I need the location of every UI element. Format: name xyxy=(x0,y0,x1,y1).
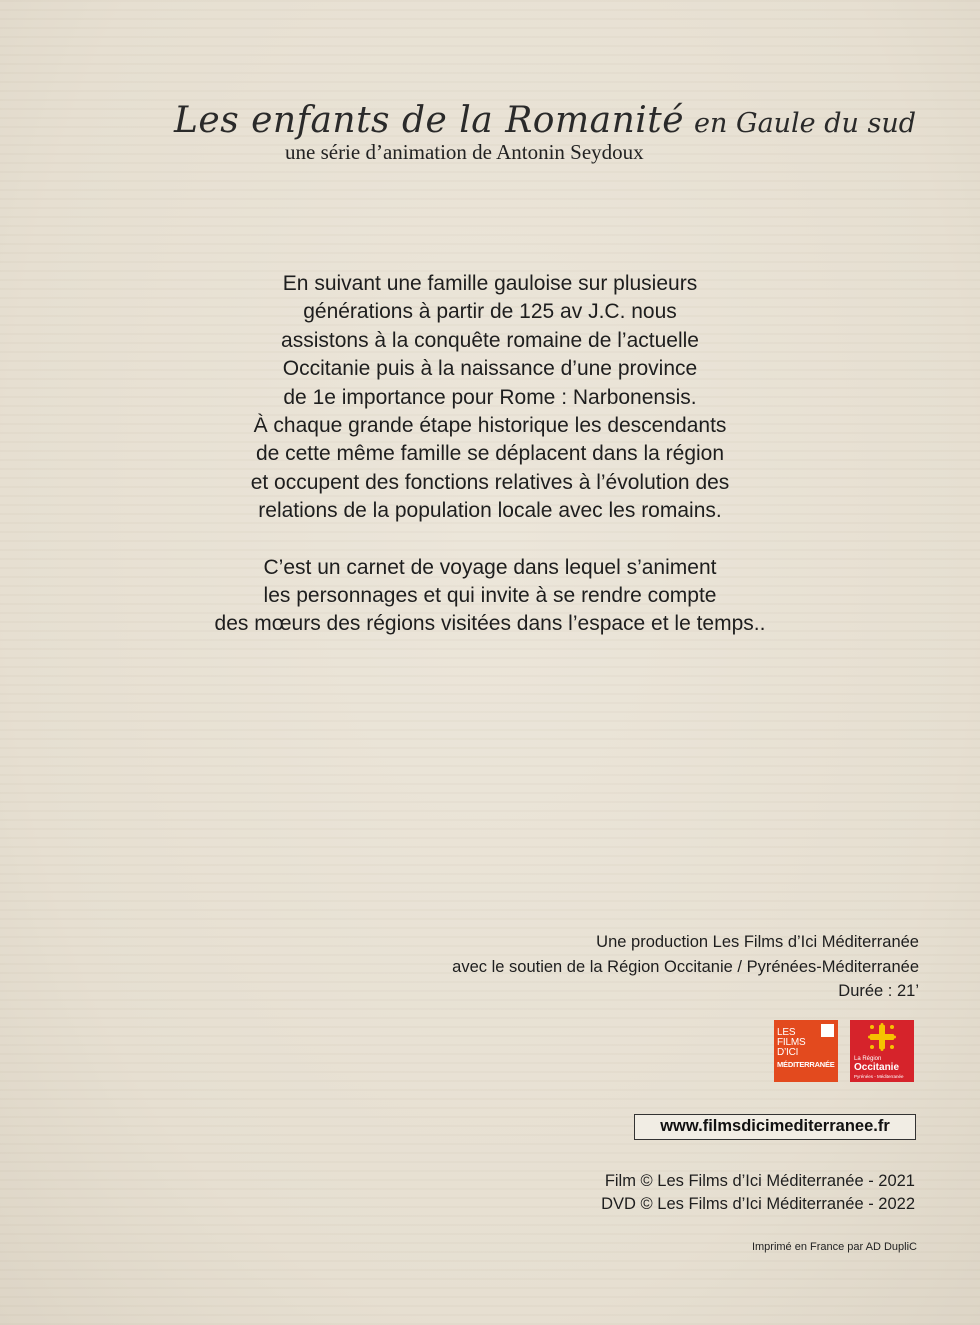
occitan-cross-icon xyxy=(868,1023,896,1051)
website-link[interactable]: www.filmsdicimediterranee.fr xyxy=(634,1114,916,1140)
synopsis-line: relations de la population locale avec les romains. xyxy=(258,499,722,523)
copyright xyxy=(601,1170,915,1215)
synopsis-line: assistons à la conquête romaine de l’actuelle xyxy=(281,328,699,352)
title-suffix: en Gaule du sud xyxy=(694,108,917,139)
region-logo-name: Occitanie xyxy=(854,1062,900,1073)
page-title xyxy=(174,100,916,141)
synopsis-line: En suivant une famille gauloise sur plusieurs xyxy=(282,272,698,295)
printer-credit: Imprimé en France par AD DupliC xyxy=(751,1241,917,1253)
dvd-copyright: DVD © Les Films d’Ici Méditerranée - 2022 xyxy=(601,1194,915,1213)
synopsis-line: À chaque grande étape historique les descendants xyxy=(253,414,727,438)
synopsis-line: de 1e importance pour Rome : Narbonensis. xyxy=(283,385,697,409)
films-dici-logo xyxy=(774,1020,838,1082)
synopsis-line: des mœurs des régions visitées dans l’espace et le temps.. xyxy=(214,612,766,636)
synopsis-line: de cette même famille se déplacent dans la région xyxy=(255,442,725,466)
title-main: Les enfants de la Romanité xyxy=(174,100,685,141)
synopsis-line: et occupent des fonctions relatives à l’évolution des xyxy=(250,470,730,494)
synopsis-line: Occitanie puis à la naissance d’une province xyxy=(282,357,698,381)
credits xyxy=(452,930,919,1004)
films-logo-line: D’ICI xyxy=(777,1047,799,1058)
support-credit: avec le soutien de la Région Occitanie / Pyrénées-Méditerranée xyxy=(452,957,919,976)
synopsis-line: C’est un carnet de voyage dans lequel s’animent xyxy=(263,555,717,579)
films-logo-line: FILMS xyxy=(777,1037,806,1048)
paragraph-gap xyxy=(130,526,850,554)
synopsis-line: les personnages et qui invite à se rendre compte xyxy=(263,584,717,608)
synopsis xyxy=(130,270,850,639)
region-occitanie-logo xyxy=(850,1020,914,1082)
region-logo-line: La Région xyxy=(854,1056,882,1062)
films-logo-line: MÉDITERRANÉE xyxy=(777,1060,835,1069)
films-logo-line: LES xyxy=(777,1027,796,1038)
film-copyright: Film © Les Films d’Ici Méditerranée - 2021 xyxy=(604,1172,915,1190)
duration: Durée : 21’ xyxy=(838,982,919,1000)
region-logo-text xyxy=(854,1056,910,1080)
production-credit: Une production Les Films d’Ici Méditerranée xyxy=(596,933,919,951)
region-logo-line: Pyrénées - Méditerranée xyxy=(854,1074,904,1079)
subtitle: une série d’animation de Antonin Seydoux xyxy=(285,140,644,164)
synopsis-line: générations à partir de 125 av J.C. nous xyxy=(303,300,677,324)
films-logo-text xyxy=(777,1028,835,1070)
